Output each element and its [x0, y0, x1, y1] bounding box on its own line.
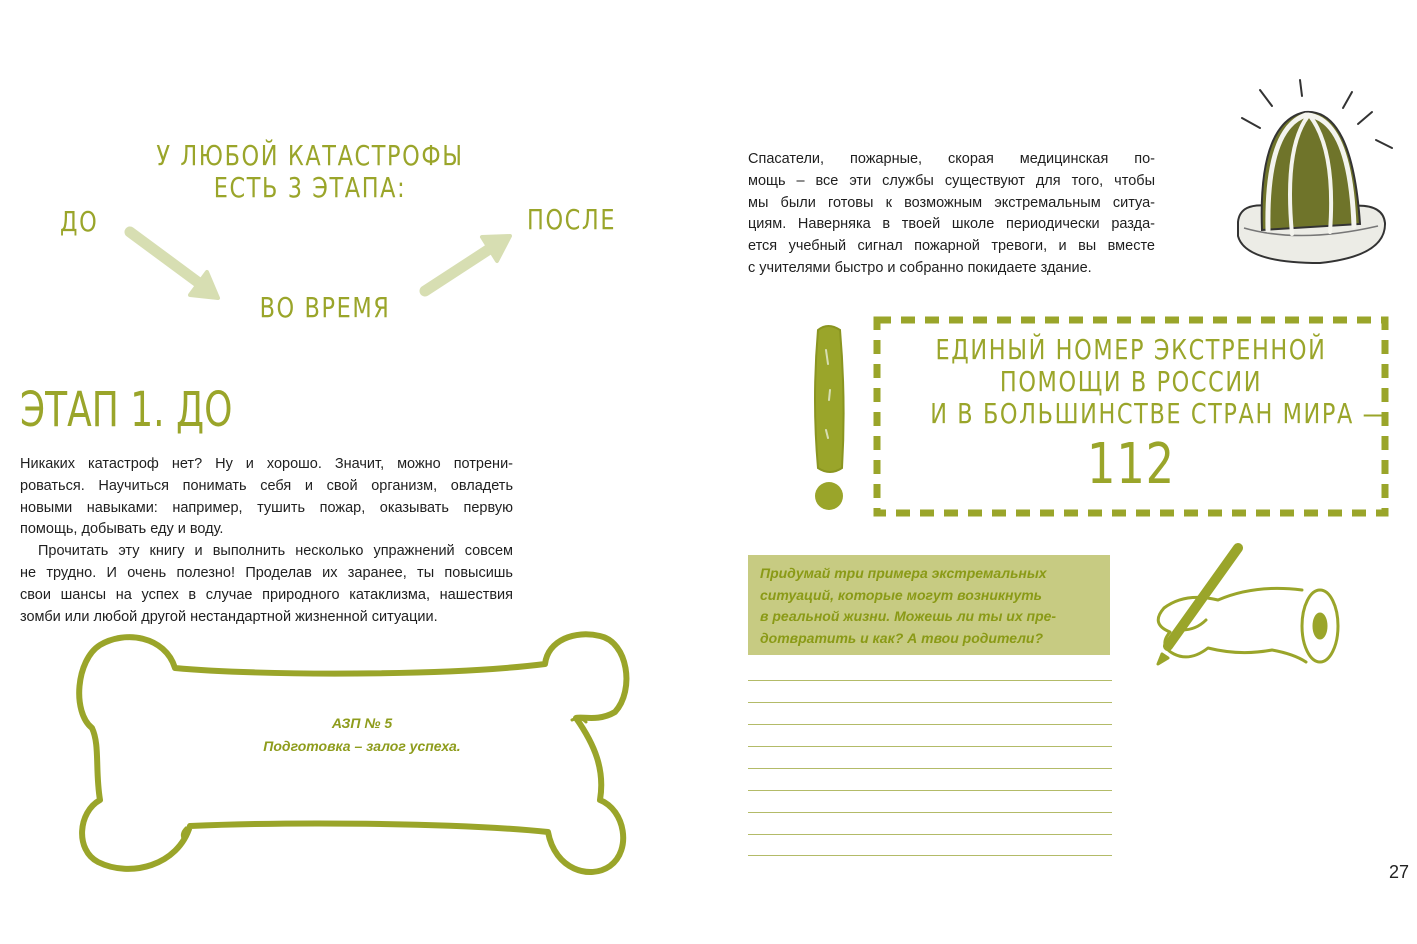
text-line: не трудно. И очень полезно! Проделав их заранее, ты повысишь	[20, 564, 513, 581]
text-line: циям. Наверняка в твоей школе периодически разда-	[748, 216, 1155, 233]
stages-heading-line1: У ЛЮБОЙ КАТАСТРОФЫ	[156, 139, 464, 172]
text-line: с учителями быстро и собранно покидаете здание.	[748, 259, 1092, 276]
text-line: Никаких катастроф нет? Ну и хорошо. Значит, можно потрени-	[20, 456, 513, 472]
text-line: Прочитать эту книгу и выполнить несколько упражнений совсем	[38, 543, 513, 560]
left-body-text	[20, 454, 513, 628]
task-line: ситуаций, которые могут возникнуть	[760, 586, 1042, 603]
text-line: новыми навыками: например, тушить пожар, оказывать первую	[20, 499, 513, 516]
answer-line	[748, 702, 1112, 703]
text-line: Спасатели, пожарные, скорая медицинская по-	[748, 151, 1155, 167]
answer-line	[748, 855, 1112, 856]
answer-line	[748, 680, 1112, 681]
stage-before-label: ДО	[60, 205, 99, 238]
text-line: свои шансы на успех в случае природного катаклизма, нашествия	[20, 586, 513, 603]
text-line: зомби или любой другой нестандартной жизненной ситуации.	[20, 608, 438, 625]
emergency-box-line: ПОМОЩИ В РОССИИ	[999, 365, 1263, 398]
exclamation-icon	[815, 326, 844, 510]
answer-line	[748, 746, 1112, 747]
page-number: 27	[1389, 862, 1410, 882]
bone-note-label: АЗП № 5	[331, 715, 393, 731]
right-body-text	[748, 149, 1155, 280]
text-line: роваться. Научиться понимать себя и свой организм, овладеть	[20, 477, 513, 494]
answer-line	[748, 834, 1112, 835]
task-line: дотвратить и как? А твои родители?	[760, 630, 1044, 647]
arrow-icon-up	[425, 236, 510, 291]
emergency-number: 112	[1087, 432, 1175, 497]
emergency-box-line: И В БОЛЬШИНСТВЕ СТРАН МИРА —	[930, 397, 1387, 430]
emergency-box-line: ЕДИНЫЙ НОМЕР ЭКСТРЕННОЙ	[935, 333, 1327, 366]
text-line: мощь – все эти службы существуют для того, чтобы	[748, 172, 1155, 189]
bone-note-text: Подготовка – залог успеха.	[263, 738, 461, 754]
stage-after-label: ПОСЛЕ	[527, 203, 617, 236]
answer-line	[748, 768, 1112, 769]
task-box	[748, 555, 1110, 655]
hand-pencil-icon	[1158, 548, 1338, 664]
text-line: ется учебный сигнал пожарной тревоги, и вы вместе	[748, 238, 1155, 255]
answer-line	[748, 724, 1112, 725]
stage-during-label: ВО ВРЕМЯ	[259, 291, 391, 324]
stages-heading-line2: ЕСТЬ 3 ЭТАПА:	[213, 171, 407, 204]
text-line: мы были готовы к возможным экстремальным ситуа-	[748, 194, 1155, 211]
text-line: помощь, добывать еду и воду.	[20, 521, 224, 538]
answer-line	[748, 790, 1112, 791]
task-line: Придумай три примера экстремальных	[760, 565, 1047, 581]
task-line: в реальной жизни. Можешь ли ты их пре-	[760, 608, 1057, 625]
section-title: ЭТАП 1. ДО	[20, 382, 233, 438]
answer-line	[748, 812, 1112, 813]
siren-icon	[1238, 80, 1392, 263]
arrow-icon-down	[130, 232, 218, 298]
